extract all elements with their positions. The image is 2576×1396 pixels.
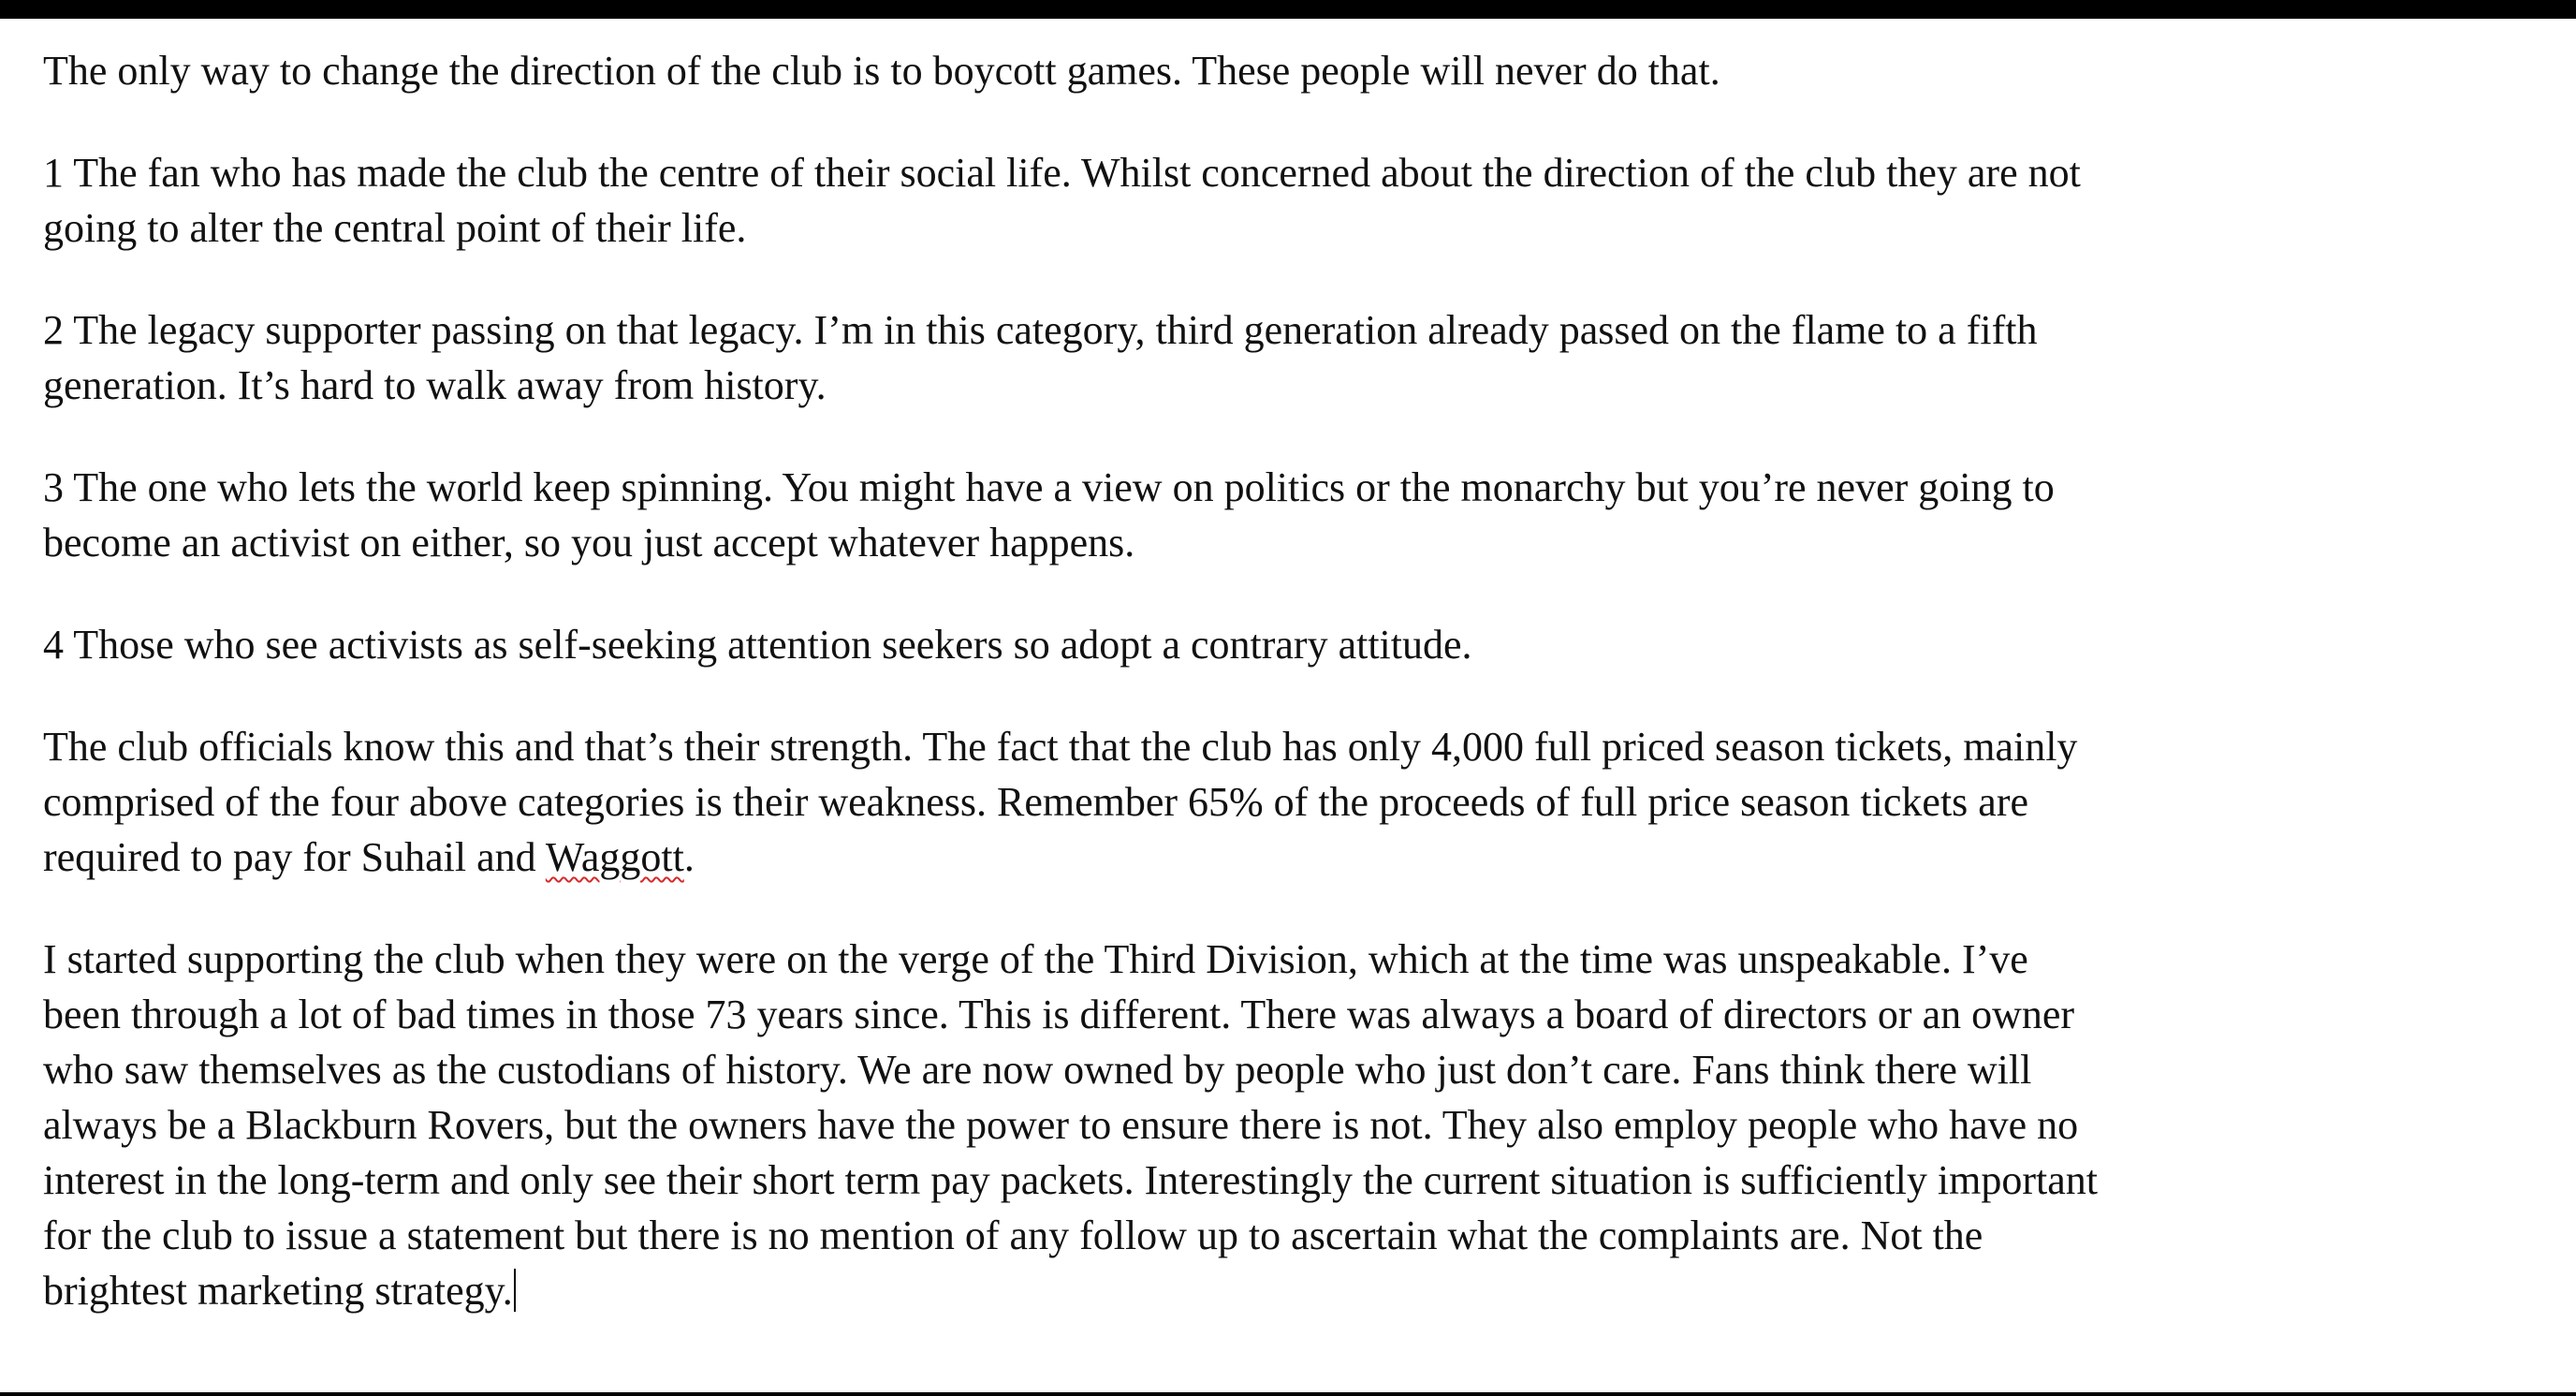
text-run: required to pay for Suhail and (43, 834, 546, 880)
text-line: for the club to issue a statement but there is no mention of any follow up to ascertain what the complaints are. Not the (43, 1212, 1983, 1258)
paragraph-history (43, 932, 2514, 1318)
text-cursor (514, 1269, 516, 1312)
text-line: The only way to change the direction of the club is to boycott games. These people will never do that. (43, 48, 1720, 94)
text-run: brightest marketing strategy. (43, 1268, 513, 1314)
text-line: always be a Blackburn Rovers, but the owners have the power to ensure there is not. They also employ people who have no (43, 1102, 2079, 1148)
text-line: 4 Those who see activists as self-seeking attention seekers so adopt a contrary attitude. (43, 622, 1472, 668)
window-top-border (0, 0, 2576, 19)
text-line (43, 830, 2514, 885)
text-line: comprised of the four above categories is their weakness. Remember 65% of the proceeds of full price season tickets are (43, 779, 2029, 825)
text-line: I started supporting the club when they were on the verge of the Third Division, which at the time was unspeakable. I’ve (43, 936, 2028, 982)
paragraph-category-3 (43, 460, 2514, 570)
text-line: 1 The fan who has made the club the centre of their social life. Whilst concerned about the direction of the club they are not (43, 150, 2081, 196)
paragraph-intro (43, 43, 2514, 98)
text-line: who saw themselves as the custodians of history. We are now owned by people who just don’t care. Fans think there will (43, 1047, 2032, 1093)
paragraph-club-officials (43, 719, 2514, 885)
text-run: . (683, 834, 695, 880)
text-line: The club officials know this and that’s their strength. The fact that the club has only 4,000 full priced season tickets, mainly (43, 724, 2078, 770)
text-line: interest in the long-term and only see their short term pay packets. Interestingly the current situation is sufficiently important (43, 1157, 2098, 1203)
paragraph-category-1 (43, 145, 2514, 256)
document-body[interactable] (43, 43, 2514, 1365)
text-line: 3 The one who lets the world keep spinning. You might have a view on politics or the monarchy but you’re never going to (43, 464, 2055, 510)
text-line: generation. It’s hard to walk away from history. (43, 362, 827, 408)
paragraph-category-4 (43, 617, 2514, 672)
text-line: going to alter the central point of their life. (43, 205, 747, 251)
spellcheck-flagged-word[interactable]: Waggott (545, 834, 684, 880)
text-line (43, 1263, 2514, 1318)
text-line: been through a lot of bad times in those 73 years since. This is different. There was always a board of directors or an owner (43, 992, 2075, 1037)
text-line: become an activist on either, so you just accept whatever happens. (43, 520, 1135, 566)
text-line: 2 The legacy supporter passing on that legacy. I’m in this category, third generation already passed on the flame to a fifth (43, 307, 2038, 353)
window-bottom-border (0, 1392, 2576, 1396)
paragraph-category-2 (43, 302, 2514, 413)
